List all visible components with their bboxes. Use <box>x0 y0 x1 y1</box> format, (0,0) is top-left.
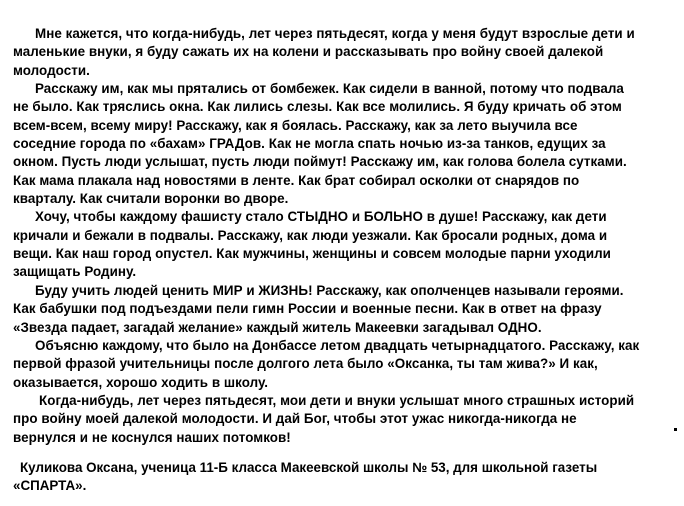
text-line: маленькие внуки, я буду сажать их на колени и рассказывать про войну своей далекой <box>13 44 604 60</box>
text-line: кричали и бежали в подвалы. Расскажу, как люди уезжали. Как бросали родных, дома и <box>13 227 608 243</box>
stray-mark <box>674 428 677 431</box>
text-line: первой фразой учительницы после долгого лета было «Оксанка, ты там жива?» И как, <box>13 356 598 372</box>
signature-line: «СПАРТА». <box>13 478 87 494</box>
text-line: не было. Как тряслись окна. Как лились слезы. Как все молились. Я буду кричать об этом <box>13 99 622 115</box>
text-line: кварталу. Как считали воронки во дворе. <box>13 191 289 207</box>
paragraph-2 <box>13 80 681 208</box>
text-line: защищать Родину. <box>13 264 137 280</box>
text-line: всем-всем, всему миру! Расскажу, как я боялась. Расскажу, как за лето выучила все <box>13 117 578 133</box>
text-line: Когда-нибудь, лет через пятьдесят, мои дети и внуки услышат много страшных историй <box>39 392 635 408</box>
text-line: Мне кажется, что когда-нибудь, лет через пятьдесят, когда у меня будут взрослые дети и <box>35 26 635 41</box>
text-line: соседние города по «бахам» ГРАДов. Как не могла спать ночью из-за танков, едущих за <box>13 136 606 152</box>
text-line: вернулся и не коснулся наших потомков! <box>13 429 291 445</box>
paragraph-5 <box>13 392 681 447</box>
article-body <box>13 25 681 447</box>
text-line: Объясню каждому, что было на Донбассе летом двадцать четырнадцатого. Расскажу, как <box>35 337 640 353</box>
signature-line: Куликова Оксана, ученица 11-Б класса Макеевской школы № 53, для школьной газеты <box>20 460 598 475</box>
text-line: Как мама плакала над новостями в ленте. Как брат собирал осколки от снарядов по <box>13 172 580 188</box>
text-line: окном. Пусть люди услышат, пусть люди поймут! Расскажу им, как голова болела сутками. <box>13 154 627 170</box>
paragraph-1 <box>13 25 681 80</box>
author-signature <box>13 459 681 496</box>
paragraph-3 <box>13 208 681 281</box>
paragraph-4 <box>13 282 681 392</box>
text-line: молодости. <box>13 62 90 78</box>
text-line: про войну моей далекой молодости. И дай Бог, чтобы этот ужас никогда-никогда не <box>13 411 577 427</box>
text-line: Расскажу им, как мы прятались от бомбежек. Как сидели в ванной, потому что подвала <box>35 81 624 97</box>
text-line: Буду учить людей ценить МИР и ЖИЗНЬ! Расскажу, как ополченцев называли героями. <box>35 282 624 298</box>
text-line: Хочу, чтобы каждому фашисту стало СТЫДНО и БОЛЬНО в душе! Расскажу, как дети <box>35 209 607 225</box>
text-line: вещи. Как наш город опустел. Как мужчины, женщины и совсем молодые парни уходили <box>13 246 611 262</box>
text-line: «Звезда падает, загадай желание» каждый житель Макеевки загадывал ОДНО. <box>13 319 542 335</box>
text-line: оказывается, хорошо ходить в школу. <box>13 374 269 390</box>
text-line: Как бабушки под подъездами пели гимн России и военные песни. Как в ответ на фразу <box>13 301 602 317</box>
